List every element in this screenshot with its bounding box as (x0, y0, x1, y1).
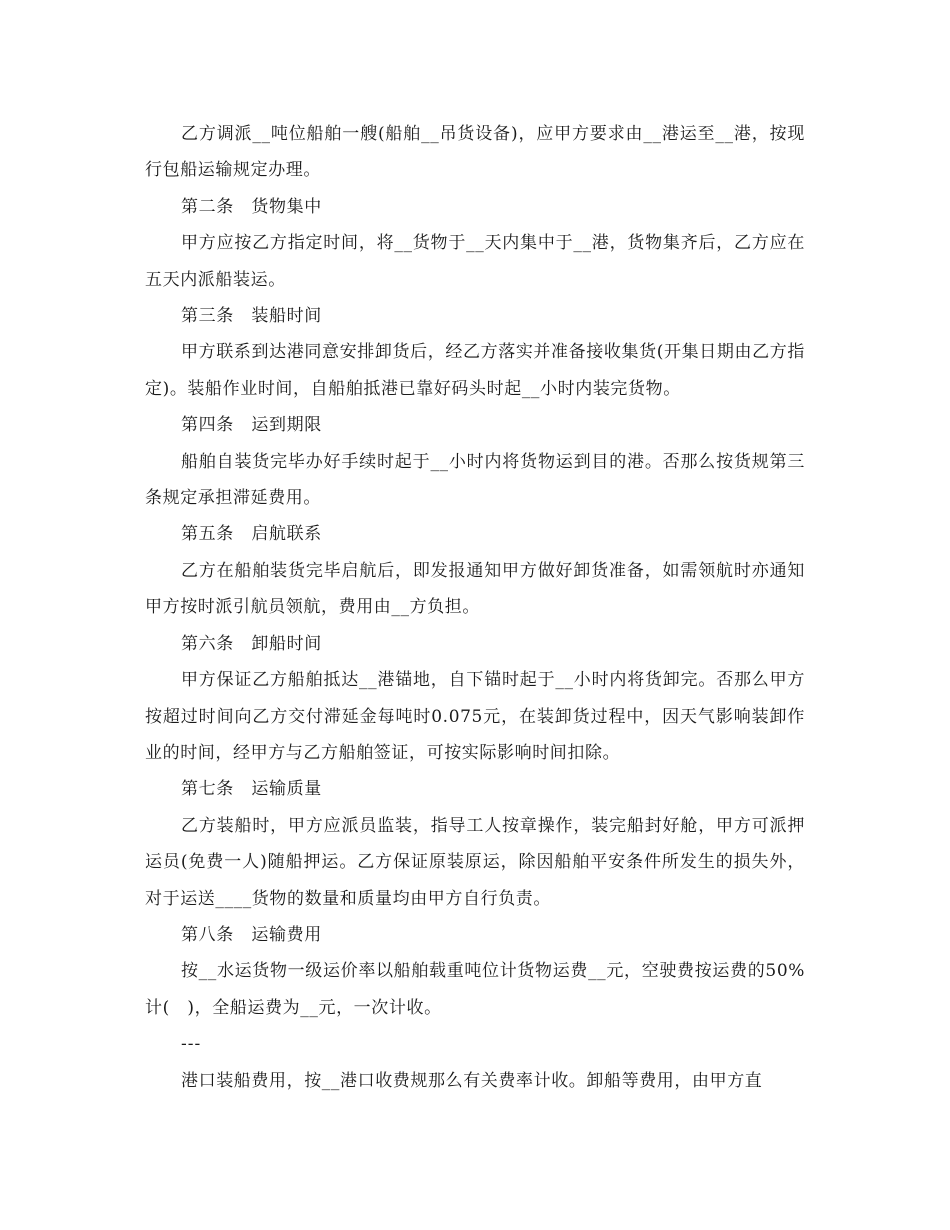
clause-7-heading: 第七条 运输质量 (181, 779, 322, 800)
clause-6-heading: 第六条 卸船时间 (181, 633, 322, 654)
clause-5-body: 乙方在船舶装货完毕启航后，即发报通知甲方做好卸货准备，如需领航时亦通知甲方按时派引航员领航，费用由__方负担。 (145, 560, 805, 618)
clause-5-heading: 第五条 启航联系 (181, 524, 322, 545)
clause-4-heading: 第四条 运到期限 (181, 415, 322, 436)
clause-1-body: 乙方调派__吨位船舶一艘(船舶__吊货设备)，应甲方要求由__港运至__港，按现行包船运输规定办理。 (145, 124, 805, 181)
clause-8-heading: 第八条 运输费用 (181, 924, 322, 945)
clause-3-body: 甲方联系到达港同意安排卸货后，经乙方落实并准备接收集货(开集日期由乙方指定)。装船作业时间，自船舶抵港已靠好码头时起__小时内装完货物。 (145, 342, 805, 399)
page-separator: --- (181, 1034, 202, 1055)
document-body (145, 116, 805, 1099)
clause-8-body: 按__水运货物一级运价率以船舶载重吨位计货物运费__元，空驶费按运费的50%计( )，全船运费为__元，一次计收。 (145, 961, 805, 1018)
clause-4-body: 船舶自装货完毕办好手续时起于__小时内将货物运到目的港。否那么按货规第三条规定承担滞延费用。 (145, 451, 805, 509)
clause-6-body: 甲方保证乙方船舶抵达__港锚地，自下锚时起于__小时内将货卸完。否那么甲方按超过时间向乙方交付滞延金每吨时0.075元，在装卸货过程中，因天气影响装卸作业的时间，经甲方与乙方船舶签证，可按实际影响时间扣除。 (145, 670, 805, 763)
clause-7-body: 乙方装船时，甲方应派员监装，指导工人按章操作，装完船封好舱，甲方可派押运员(免费一人)随船押运。乙方保证原装原运，除因船舶平安条件所发生的损失外，对于运送____货物的数量和质量均由甲方自行负责。 (145, 815, 805, 909)
clause-2-body: 甲方应按乙方指定时间，将__货物于__天内集中于__港，货物集齐后，乙方应在五天内派船装运。 (145, 233, 805, 290)
clause-8-body-continued: 港口装船费用，按__港口收费规那么有关费率计收。卸船等费用，由甲方直 (181, 1070, 763, 1091)
clause-2-heading: 第二条 货物集中 (181, 196, 322, 217)
clause-3-heading: 第三条 装船时间 (181, 306, 322, 327)
